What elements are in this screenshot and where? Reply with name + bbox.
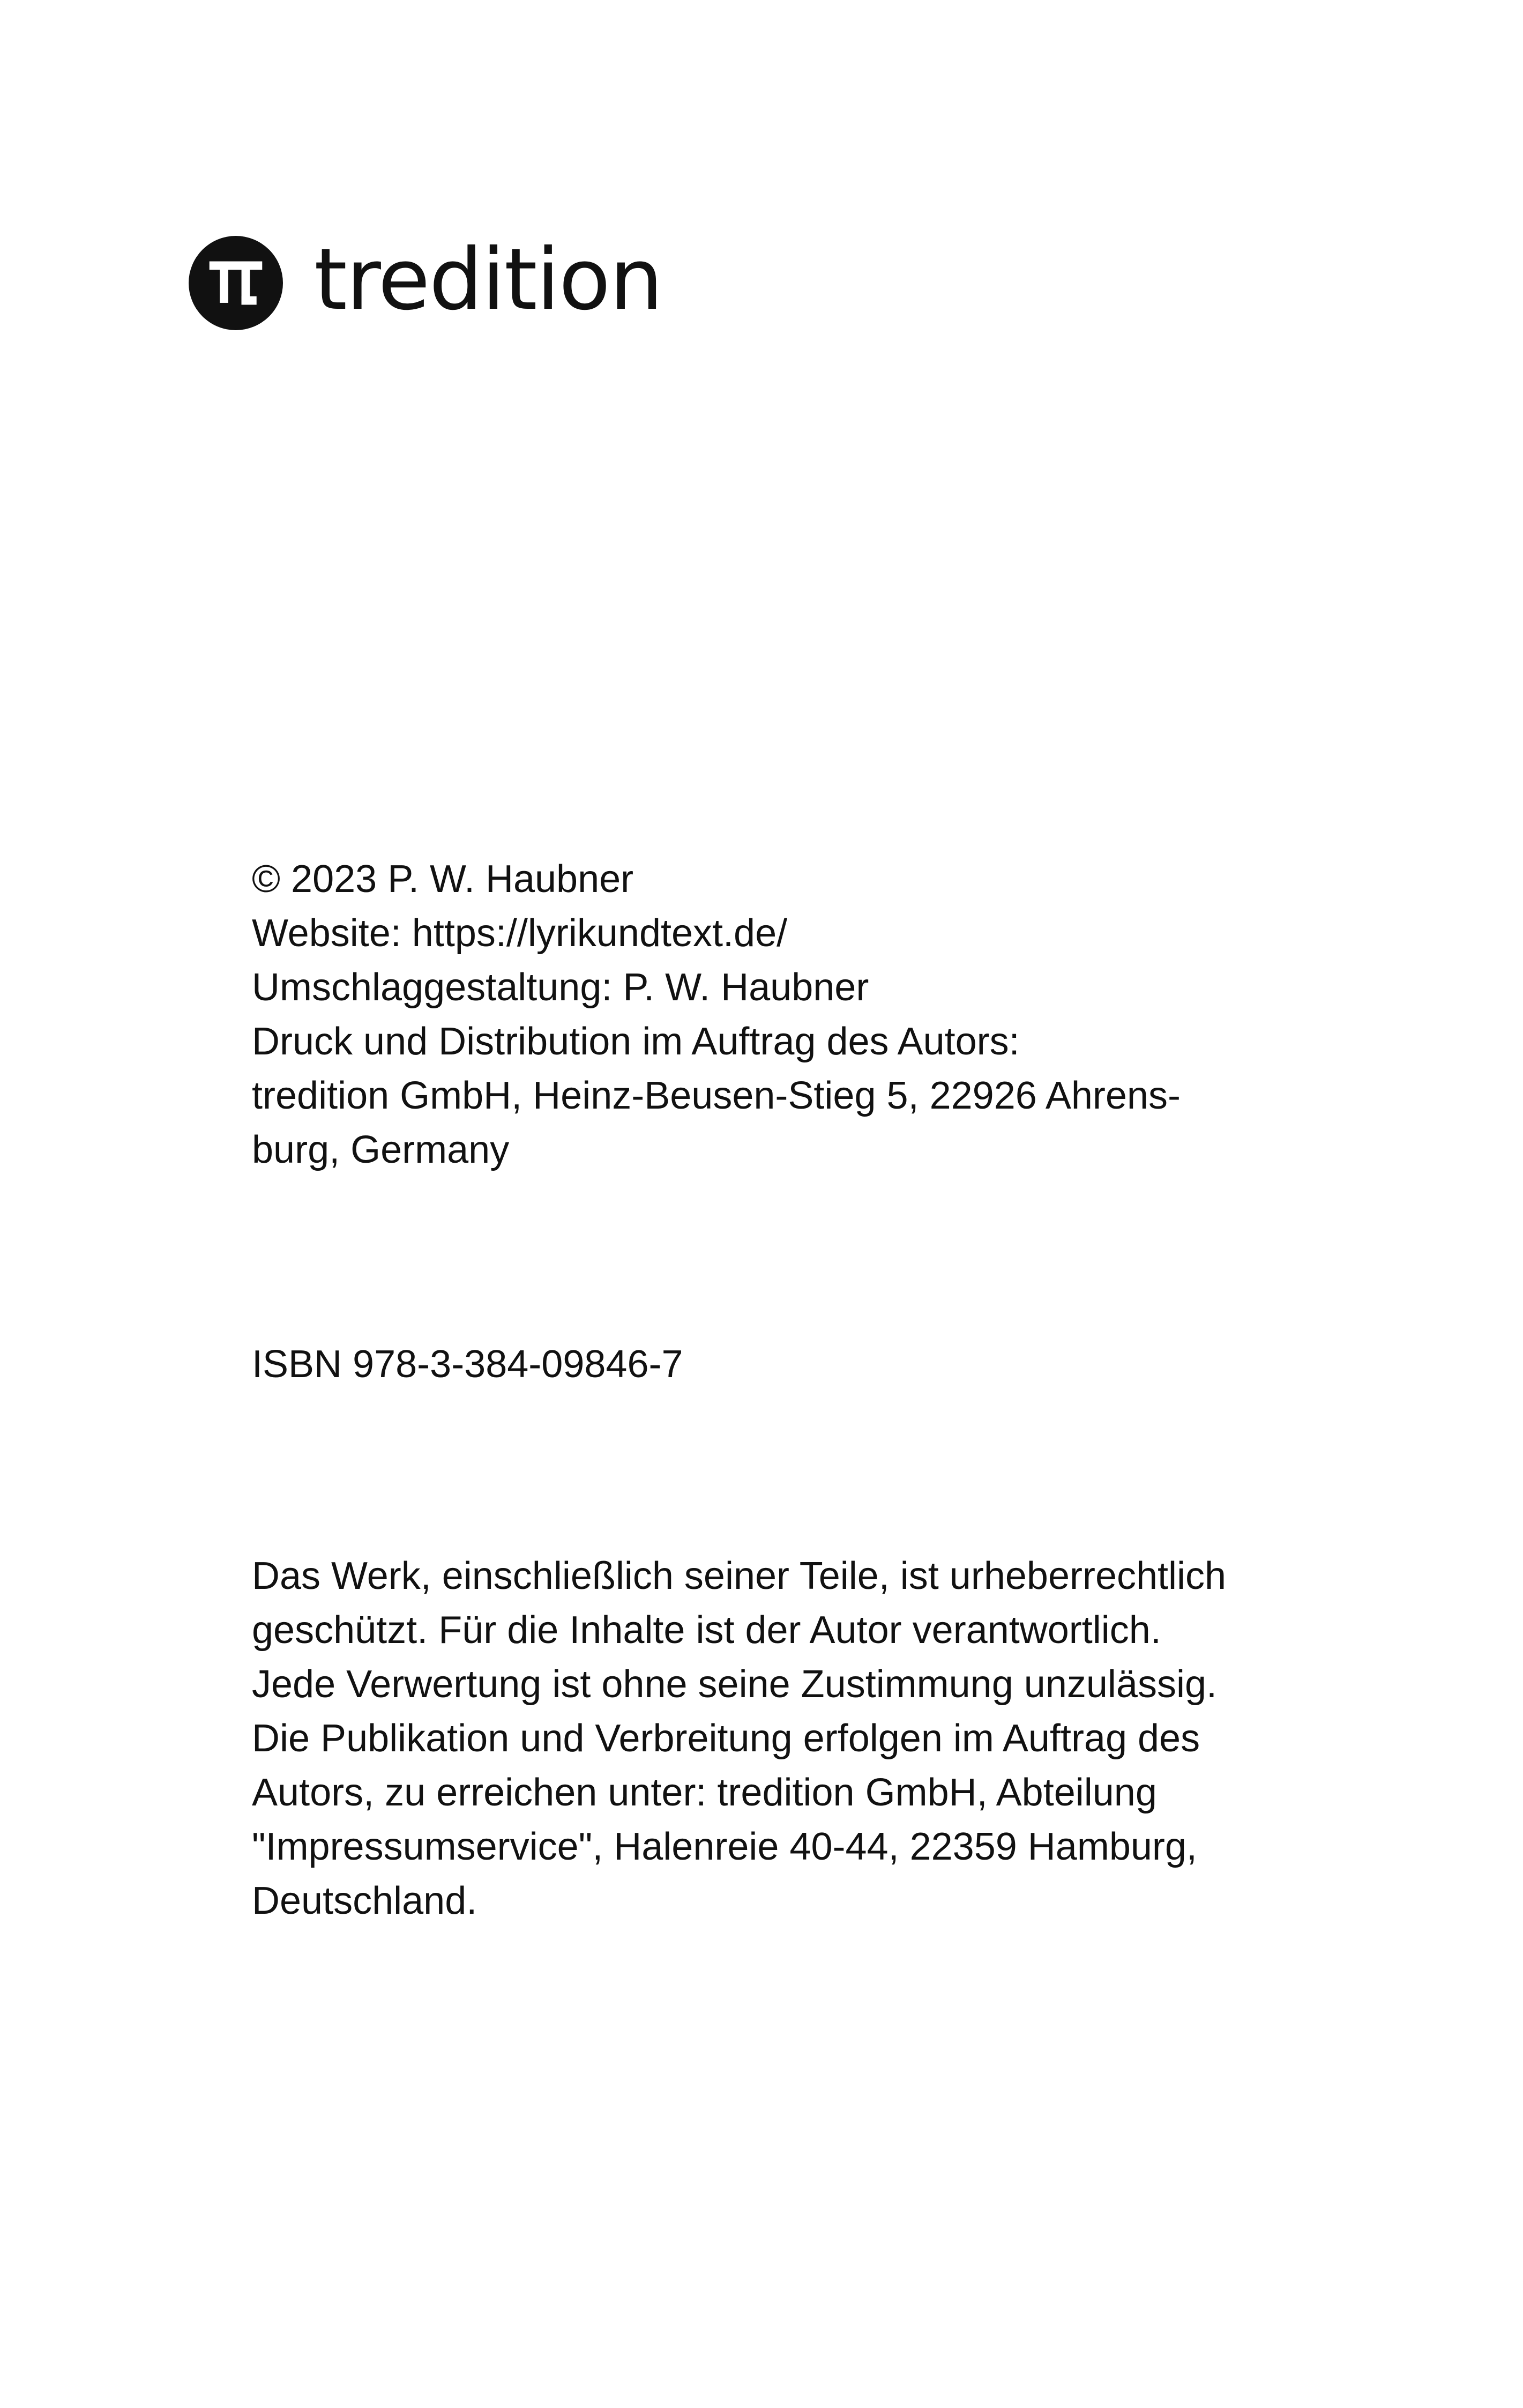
legal-line: Autors, zu erreichen unter: tredition GmbH, Abteilung (252, 1771, 1157, 1814)
legal-line: Jede Verwertung ist ohne seine Zustimmung unzulässig. (252, 1663, 1217, 1706)
publisher-address-line-cont: burg, Germany (252, 1128, 510, 1171)
legal-line: Die Publikation und Verbreitung erfolgen im Auftrag des (252, 1717, 1200, 1760)
imprint-block (252, 852, 1377, 1177)
cover-design-line: Umschlaggestaltung: P. W. Haubner (252, 966, 869, 1009)
logo-wordmark: tredition (314, 231, 662, 329)
copyright-line: © 2023 P. W. Haubner (252, 858, 634, 901)
legal-notice-block (252, 1549, 1377, 1928)
isbn-line: ISBN 978-3-384-09846-7 (252, 1343, 683, 1386)
website-line: Website: https://lyrikundtext.de/ (252, 912, 788, 955)
distribution-line: Druck und Distribution im Auftrag des Autors: (252, 1020, 1020, 1063)
isbn-block (252, 1337, 1377, 1392)
legal-line: "Impressumservice", Halenreie 40-44, 22359 Hamburg, (252, 1825, 1197, 1868)
publisher-address-line: tredition GmbH, Heinz-Beusen-Stieg 5, 22926 Ahrens- (252, 1074, 1181, 1117)
legal-line: Deutschland. (252, 1879, 477, 1922)
legal-line: geschützt. Für die Inhalte ist der Autor verantwortlich. (252, 1609, 1161, 1652)
tredition-logo-icon (189, 236, 283, 330)
publisher-logo (189, 231, 662, 331)
legal-line: Das Werk, einschließlich seiner Teile, ist urheberrechtlich (252, 1555, 1227, 1597)
